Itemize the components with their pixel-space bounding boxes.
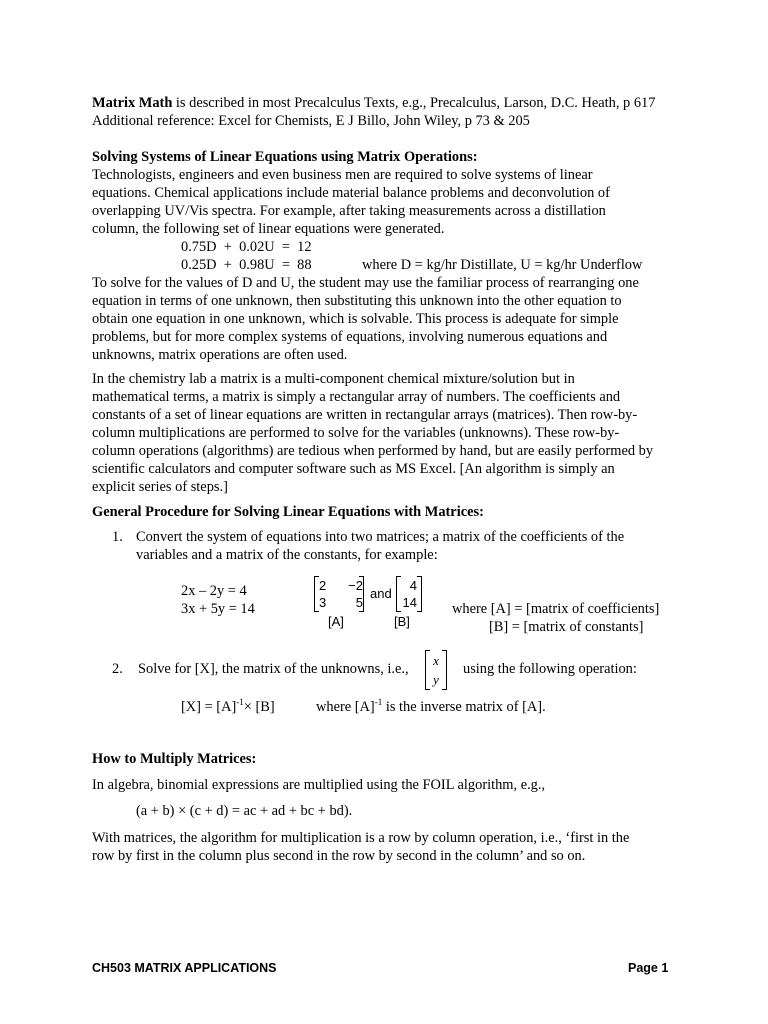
para-multiply-line: With matrices, the algorithm for multiplication is a row by column operation, i.e., ‘first in the (92, 830, 630, 846)
para3-line: scientific calculators and computer software such as MS Excel. [An algorithm is simply an (92, 461, 615, 477)
matrix-b-cell: 14 (402, 595, 417, 610)
para3-line: column operations (algorithms) are tedious when performed by hand, but are easily performed by (92, 443, 654, 459)
equation-1: 0.75D + 0.02U = 12 (181, 239, 312, 255)
para3-line: column multiplications are performed to solve for the variables (unknowns). These row-by- (92, 425, 620, 441)
section-heading-multiply: How to Multiply Matrices: (92, 751, 257, 767)
step-1-number: 1. (112, 529, 123, 545)
para2-line: obtain one equation in one unknown, which is solvable. This process is adequate for simple (92, 311, 619, 327)
matrix-a (314, 576, 364, 612)
inverse-formula-note (316, 698, 546, 716)
section-heading-solving: Solving Systems of Linear Equations using Matrix Operations: (92, 149, 478, 165)
para2-line: unknowns, matrix operations are often used. (92, 347, 348, 363)
formula-note-part: is the inverse matrix of [A]. (382, 699, 546, 715)
section-heading-procedure: General Procedure for Solving Linear Equations with Matrices: (92, 504, 484, 520)
step-1-line: Convert the system of equations into two matrices; a matrix of the coefficients of the (136, 529, 625, 545)
formula-note-part: where [A] (316, 699, 375, 715)
formula-part: [X] = [A] (181, 699, 237, 715)
intro-line-2: Additional reference: Excel for Chemists, E J Billo, John Wiley, p 73 & 205 (92, 113, 530, 129)
matrix-b-cell: 4 (409, 578, 417, 593)
intro-line-1-text: is described in most Precalculus Texts, e.g., Precalculus, Larson, D.C. Heath, p 617 (172, 95, 656, 111)
formula-superscript: -1 (236, 697, 244, 707)
matrix-b (396, 576, 422, 612)
matrix-a-cell: 3 (319, 595, 327, 610)
footer-course-title: CH503 MATRIX APPLICATIONS (92, 961, 277, 975)
para3-line: explicit series of steps.] (92, 479, 228, 495)
matrix-a-cell: 5 (355, 595, 363, 610)
para1-line: overlapping UV/Vis spectra. For example, after taking measurements across a distillation (92, 203, 606, 219)
formula-part: × [B] (243, 699, 275, 715)
matrix-a-cell: −2 (348, 578, 363, 593)
formula-note-superscript: -1 (374, 697, 383, 707)
para2-line: To solve for the values of D and U, the student may use the familiar process of rearranging one (92, 275, 639, 291)
system-equation-2: 3x + 5y = 14 (181, 601, 255, 617)
equation-2: 0.25D + 0.98U = 88 (181, 257, 312, 273)
para-multiply-line: row by first in the column plus second in the row by second in the column’ and so on. (92, 848, 586, 864)
para1-line: Technologists, engineers and even business men are required to solve systems of linear (92, 167, 593, 183)
para3-line: In the chemistry lab a matrix is a multi-component chemical mixture/solution but in (92, 371, 575, 387)
step-2-number: 2. (112, 661, 123, 677)
intro-line-1 (92, 94, 655, 112)
para2-line: equation in terms of one unknown, then substituting this unknown into the other equation to (92, 293, 622, 309)
and-word: and (370, 586, 392, 601)
matrix-x (425, 650, 447, 690)
equation-note: where D = kg/hr Distillate, U = kg/hr Underflow (362, 257, 643, 273)
para1-line: column, the following set of linear equations were generated. (92, 221, 445, 237)
foil-intro: In algebra, binomial expressions are multiplied using the FOIL algorithm, e.g., (92, 777, 546, 793)
para3-line: mathematical terms, a matrix is simply a rectangular array of numbers. The coefficients and (92, 389, 621, 405)
step-2-text: Solve for [X], the matrix of the unknowns, i.e., (138, 661, 409, 677)
matrix-a-cell: 2 (319, 578, 327, 593)
intro-bold-term: Matrix Math (92, 95, 173, 111)
step-1-line: variables and a matrix of the constants, for example: (136, 547, 438, 563)
step-2-text-end: using the following operation: (463, 661, 637, 677)
where-b-constants: [B] = [matrix of constants] (489, 619, 644, 635)
matrix-x-cell: x (433, 653, 439, 668)
where-a-coefficients: where [A] = [matrix of coefficients] (452, 601, 660, 617)
para1-line: equations. Chemical applications include material balance problems and deconvolution of (92, 185, 610, 201)
footer-page-number: Page 1 (628, 961, 669, 975)
label-b: [B] (394, 614, 410, 629)
matrix-x-cell: y (433, 672, 439, 687)
para2-line: problems, but for more complex systems of equations, involving numerous equations and (92, 329, 608, 345)
inverse-formula (181, 698, 275, 716)
para3-line: constants of a set of linear equations are written in rectangular arrays (matrices). Then row-by- (92, 407, 638, 423)
system-equation-1: 2x – 2y = 4 (181, 583, 247, 599)
foil-expression: (a + b) × (c + d) = ac + ad + bc + bd). (136, 803, 353, 819)
label-a: [A] (328, 614, 344, 629)
